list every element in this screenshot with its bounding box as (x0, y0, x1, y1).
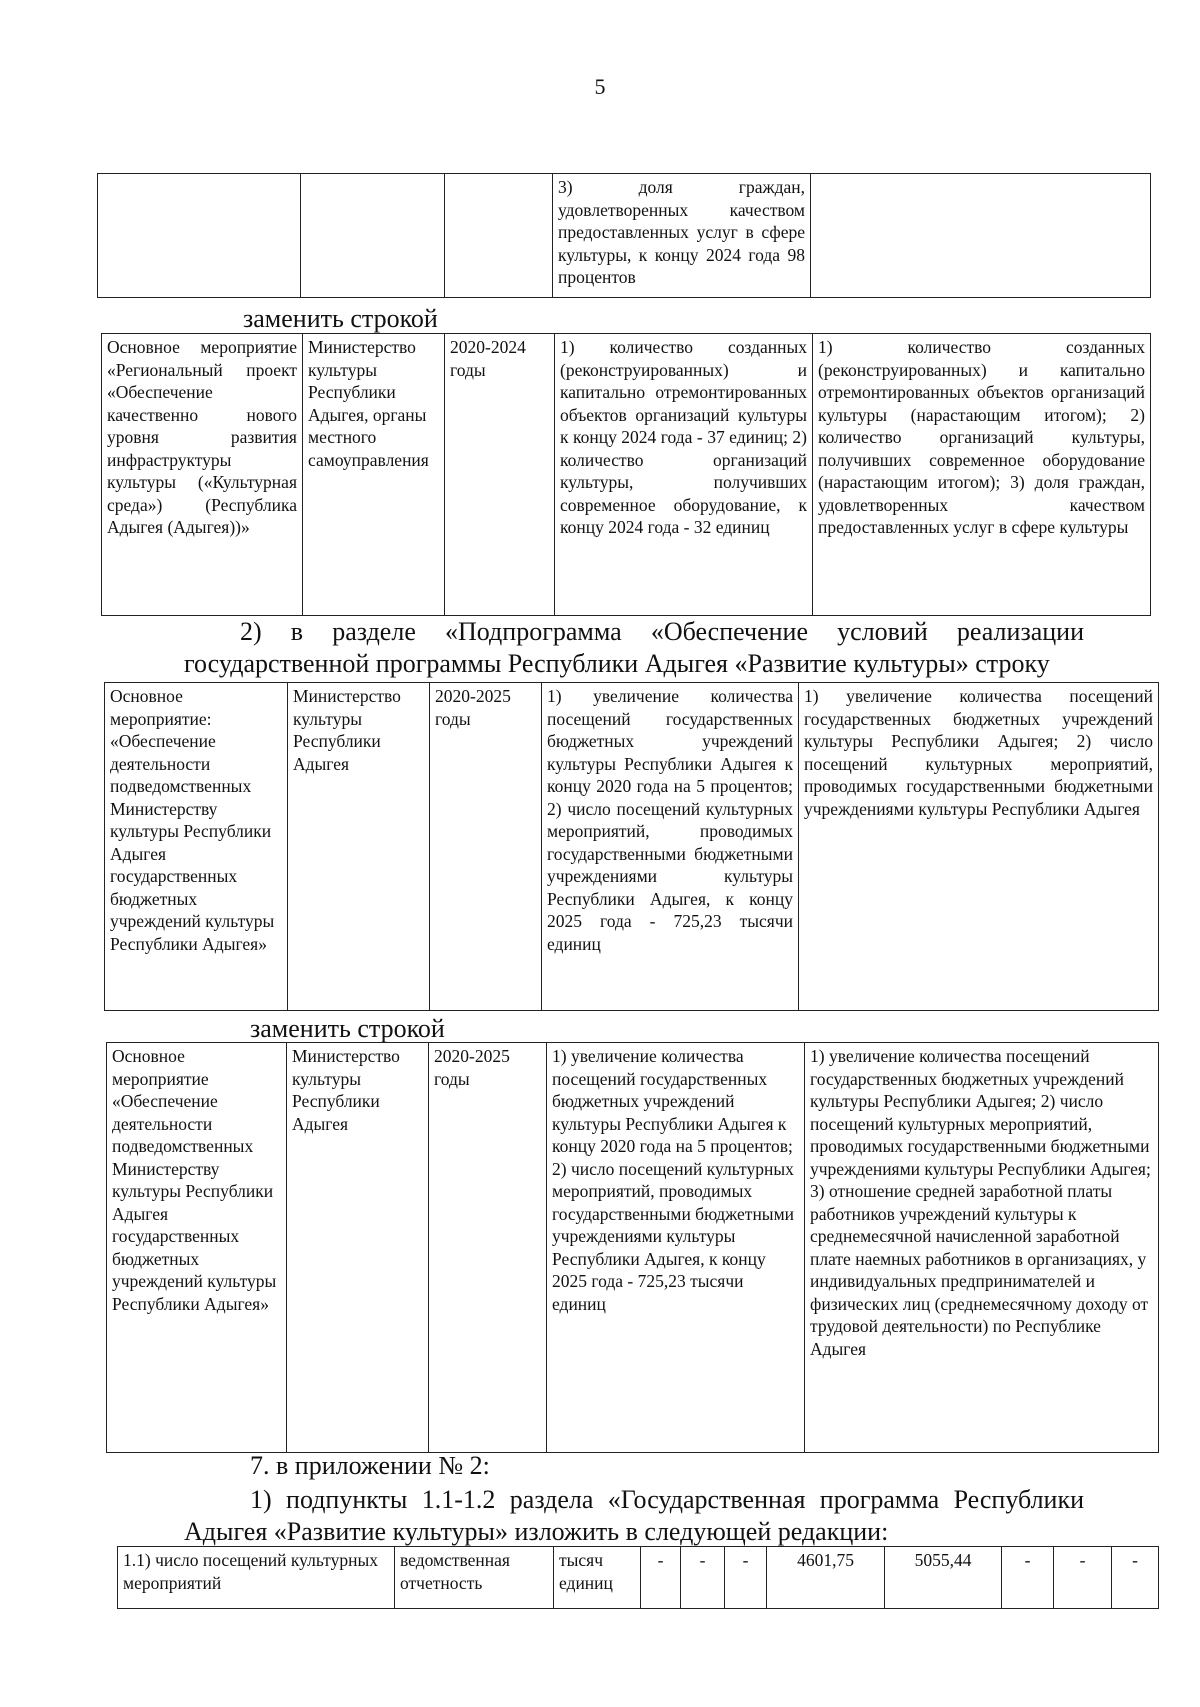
table-cell: Основное мероприятие «Региональный проект «Обеспечение качественно нового уровня развития инфраструктуры культуры («Культурная среда») (Республика Адыгея (Адыгея))» (102, 334, 303, 616)
table-cell: Основное мероприятие: «Обеспечение деятельности подведомственных Министерству культуры Республики Адыгея государственных бюджетных учреждений культуры Республики Адыгея» (105, 683, 288, 1011)
table-cell: 1) количество созданных (реконструированных) и капитально отремонтированных объектов организаций культуры (нарастающим итогом); 2) количество организаций культуры, получивших современное оборудование (нарастающим итогом); 3) доля граждан, удовлетворенных качеством предоставленных услуг в сфере культуры (813, 334, 1151, 616)
table-cell: 2020-2025 годы (430, 683, 542, 1011)
table-cell: - (681, 1547, 725, 1609)
table-cell: - (1054, 1547, 1112, 1609)
table-cell: Основное мероприятие «Обеспечение деятельности подведомственных Министерству культуры Республики Адыгея государственных бюджетных учреждений культуры Республики Адыгея» (107, 1043, 287, 1453)
table-row (118, 1547, 1159, 1609)
table-row (105, 683, 1159, 1011)
replace-label: заменить строкой (243, 304, 438, 333)
table-cell: 1) увеличение количества посещений государственных бюджетных учреждений культуры Республики Адыгея к концу 2020 года на 5 процентов; 2) число посещений культурных мероприятий, проводимых государственными бюджетными учреждениями культуры Республики Адыгея, к концу 2025 года - 725,23 тысячи единиц (542, 683, 799, 1011)
table-cell: тысяч единиц (554, 1547, 641, 1609)
table-cell (301, 174, 445, 298)
table-subprogram-original (104, 682, 1159, 1011)
table-fragment-top (97, 173, 1151, 298)
section-heading: 2) в разделе «Подпрограмма «Обеспечение условий реализации государственной программы Республики Адыгея «Развитие культуры» строку (184, 617, 1084, 678)
table-cell: ведомственная отчетность (395, 1547, 554, 1609)
table-regional-project (101, 333, 1151, 616)
table-cell: 1) увеличение количества посещений государственных бюджетных учреждений культуры Республики Адыгея; 2) число посещений культурных мероприятий, проводимых государственными бюджетными учреждениями культуры Республики Адыгея; 3) отношение средней заработной платы работников учреждений культуры к среднемесячной начисленной заработной плате наемных работников в организациях, у индивидуальных предпринимателей и физических лиц (среднемесячному доходу от трудовой деятельности) по Республике Адыгея (805, 1043, 1159, 1453)
table-row (98, 174, 1151, 298)
table-cell: - (1002, 1547, 1054, 1609)
table-cell (811, 174, 1151, 298)
table-row (107, 1043, 1159, 1453)
table-cell: 4601,75 (767, 1547, 885, 1609)
table-cell: 1) увеличение количества посещений государственных бюджетных учреждений культуры Республики Адыгея к концу 2020 года на 5 процентов; 2) число посещений культурных мероприятий, проводимых государственными бюджетными учреждениями культуры Республики Адыгея, к концу 2025 года - 725,23 тысячи единиц (547, 1043, 805, 1453)
table-cell: 1.1) число посещений культурных мероприятий (118, 1547, 395, 1609)
table-cell: 1) увеличение количества посещений государственных бюджетных учреждений культуры Республики Адыгея; 2) число посещений культурных мероприятий, проводимых государственными бюджетными учреждениями культуры Республики Адыгея (799, 683, 1159, 1011)
table-cell: 2020-2025 годы (429, 1043, 547, 1453)
table-row (102, 334, 1151, 616)
item-7: 7. в приложении № 2: (250, 1451, 490, 1480)
table-indicators (117, 1546, 1159, 1609)
table-cell: Министерство культуры Республики Адыгея (288, 683, 430, 1011)
table-cell: - (641, 1547, 681, 1609)
table-subprogram-replacement (106, 1042, 1159, 1453)
table-cell: Министерство культуры Республики Адыгея (287, 1043, 429, 1453)
item-7-subitem: 1) подпункты 1.1-1.2 раздела «Государственная программа Республики Адыгея «Развитие культуры» изложить в следующей редакции: (184, 1485, 1084, 1546)
table-cell: 5055,44 (885, 1547, 1002, 1609)
table-cell (445, 174, 553, 298)
page-number: 5 (594, 74, 606, 99)
table-cell: - (725, 1547, 767, 1609)
table-cell (98, 174, 301, 298)
table-cell: 1) количество созданных (реконструированных) и капитально отремонтированных объектов организаций культуры к концу 2024 года - 37 единиц; 2) количество организаций культуры, получивших современное оборудование, к концу 2024 года - 32 единиц (555, 334, 813, 616)
table-cell: - (1112, 1547, 1159, 1609)
table-cell: 2020-2024 годы (445, 334, 555, 616)
replace-label: заменить строкой (250, 1014, 445, 1043)
table-cell: 3) доля граждан, удовлетворенных качеством предоставленных услуг в сфере культуры, к концу 2024 года 98 процентов (553, 174, 811, 298)
table-cell: Министерство культуры Республики Адыгея, органы местного самоуправления (303, 334, 445, 616)
